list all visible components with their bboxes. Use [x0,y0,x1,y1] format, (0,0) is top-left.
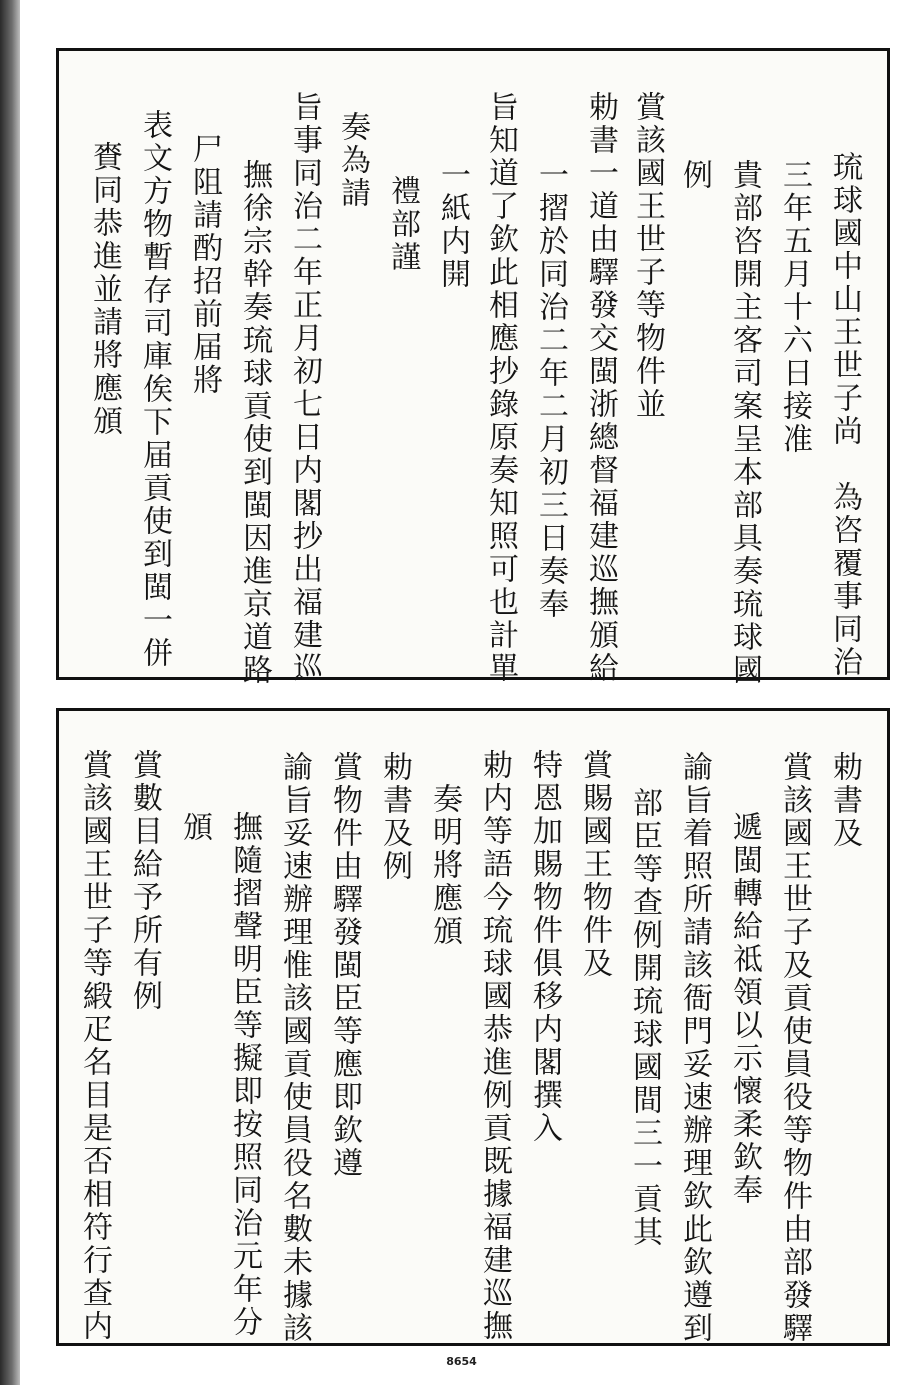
text-column: 勅書一道由驛發交閩浙總督福建巡撫頒給 [583,91,618,685]
text-column: 旨知道了欽此相應抄錄原奏知照可也計單 [483,91,518,685]
text-column: 奏明將應頒 [427,783,462,948]
text-column: 三年五月十六日接准 [777,159,812,456]
text-column: 旨事同治二年正月初七日内閣抄出福建巡 [287,91,322,685]
book-spine-shadow [0,0,20,1385]
text-column: 一摺於同治二年二月初三日奏奉 [533,159,568,621]
text-column: 琉球國中山王世子尚 為咨覆事同治 [827,151,862,679]
text-column: 勅書及例 [377,751,412,883]
text-column: 勅書及 [827,751,862,850]
text-column: 諭旨着照所請該衙門妥速辦理欽此欽遵到 [677,751,712,1345]
text-column: 一紙内開 [435,159,470,291]
text-column: 貴部咨開主客司案呈本部具奏琉球國 [727,159,762,687]
text-column: 撫隨摺聲明臣等擬即按照同治元年分 [227,811,262,1339]
text-column: 諭旨妥速辦理惟該國貢使員役名數未據該 [277,751,312,1345]
text-column: 尸阻請酌招前届將 [187,133,222,397]
text-column: 賞數目給予所有例 [127,749,162,1013]
text-column: 賞該國王世子等物件並 [630,91,665,421]
text-column: 例 [677,159,712,192]
bottom-text-columns [59,711,887,1343]
text-column: 賞物件由驛發閩臣等應即欽遵 [327,751,362,1180]
text-column: 賞賜國王物件及 [577,749,612,980]
text-column: 頒 [177,811,212,844]
text-column: 部臣等查例開琉球國間三一貢其 [627,787,662,1249]
text-column: 撫徐宗幹奏琉球貢使到閩因進京道路 [237,159,272,687]
text-column: 勅内等語今琉球國恭進例貢既據福建巡撫 [477,749,512,1343]
text-column: 表文方物暫存司庫俟下届貢使到閩一併 [137,109,172,670]
top-text-columns [59,51,887,687]
text-column: 賞該國王世子等緞疋名目是否相符行查内 [77,749,112,1343]
text-column: 賚同恭進並請將應頒 [87,141,122,438]
page-number: 8654 [446,1355,477,1368]
text-column: 奏為請 [335,111,370,210]
text-column: 特恩加賜物件俱移内閣撰入 [527,749,562,1145]
text-column: 禮部謹 [385,175,420,274]
bottom-manuscript-panel [56,708,890,1346]
text-column: 遞閩轉給祗領以示懷柔欽奉 [727,811,762,1207]
text-column: 賞該國王世子及貢使員役等物件由部發驛 [777,751,812,1345]
top-manuscript-panel [56,48,890,687]
